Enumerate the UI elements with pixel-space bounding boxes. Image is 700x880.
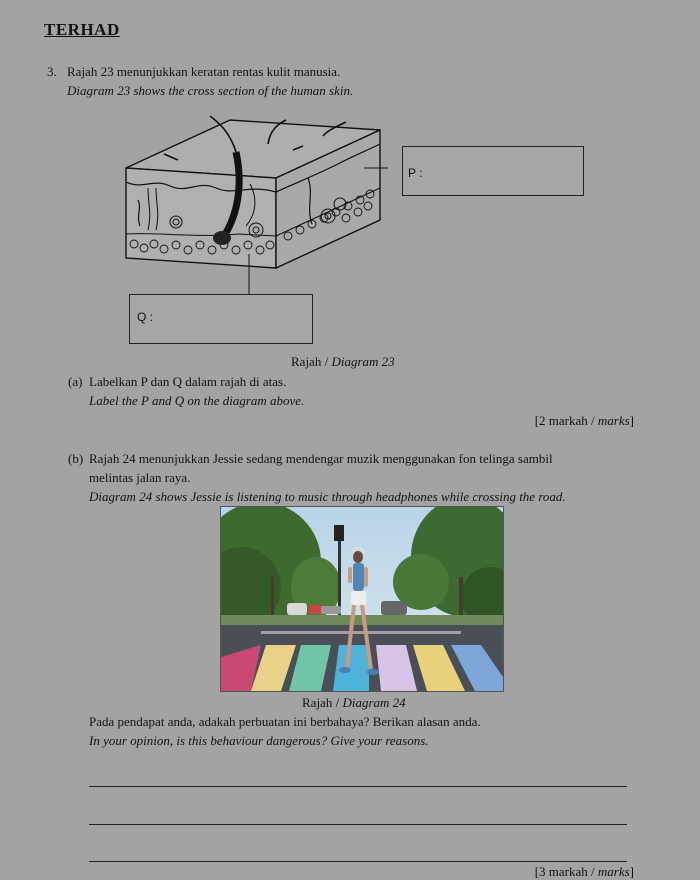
answer-line-1[interactable] — [89, 786, 627, 787]
part-b-text-en: Diagram 24 shows Jessie is listening to music through headphones while crossing the road. — [89, 489, 566, 504]
part-a-marks: [2 markah / marks] — [534, 413, 634, 428]
part-a-text-en: Label the P and Q on the diagram above. — [89, 393, 305, 408]
label-q-box[interactable] — [129, 294, 313, 344]
part-b-marks: [3 markah / marks] — [534, 864, 634, 879]
label-p-box[interactable] — [402, 146, 584, 196]
label-p-text: P : — [408, 166, 423, 180]
part-b-question-en: In your opinion, is this behaviour dangerous? Give your reasons. — [89, 733, 429, 748]
diagram24-caption: Rajah / Diagram 24 — [302, 695, 406, 710]
part-b-text-ms-2: melintas jalan raya. — [89, 470, 191, 485]
part-a-label: (a) — [68, 374, 83, 389]
part-b-question-ms: Pada pendapat anda, adakah perbuatan ini berbahaya? Berikan alasan anda. — [89, 714, 481, 729]
header-title: TERHAD — [44, 20, 120, 39]
part-b-label: (b) — [68, 451, 84, 466]
skin-cross-section-diagram — [118, 104, 388, 294]
answer-line-3[interactable] — [89, 861, 627, 862]
diagram24-photo — [220, 506, 504, 692]
part-a-text-ms: Labelkan P dan Q dalam rajah di atas. — [89, 374, 287, 389]
label-q-text: Q : — [137, 310, 154, 324]
part-b-text-ms-1: Rajah 24 menunjukkan Jessie sedang mendengar muzik menggunakan fon telinga sambil — [89, 451, 553, 466]
question-intro-ms: Rajah 23 menunjukkan keratan rentas kulit manusia. — [67, 64, 341, 79]
crosswalk-illustration — [221, 507, 503, 691]
answer-line-2[interactable] — [89, 824, 627, 825]
question-number: 3. — [47, 64, 57, 79]
diagram23-caption: Rajah / Diagram 23 — [291, 354, 395, 369]
question-intro-en: Diagram 23 shows the cross section of the human skin. — [67, 83, 354, 98]
